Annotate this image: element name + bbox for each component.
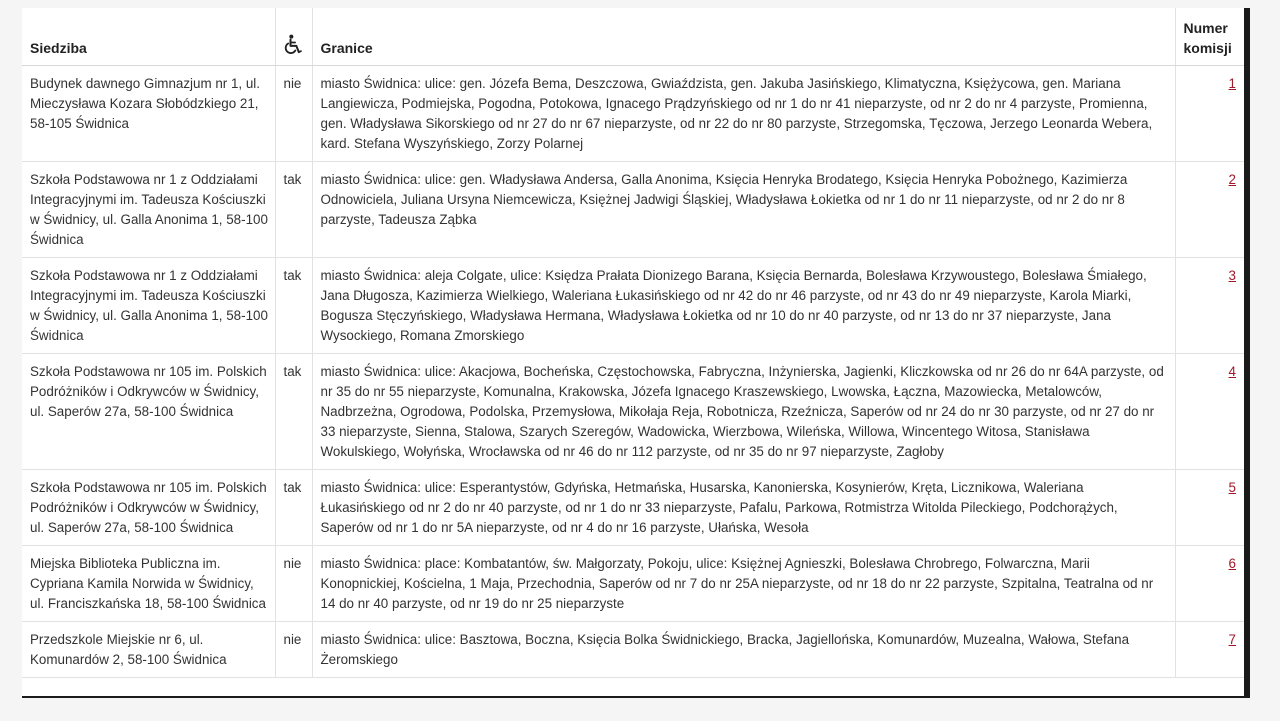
wheelchair-icon bbox=[283, 34, 303, 56]
commission-number-link[interactable]: 1 bbox=[1228, 76, 1236, 91]
cell-siedziba: Przedszkole Miejskie nr 6, ul. Komunardów 2, 58-100 Świdnica bbox=[22, 622, 275, 678]
page-frame bbox=[22, 8, 1250, 698]
commission-number-link[interactable]: 4 bbox=[1228, 364, 1236, 379]
commission-number-link[interactable]: 2 bbox=[1228, 172, 1236, 187]
cell-granice: miasto Świdnica: ulice: gen. Władysława Andersa, Galla Anonima, Księcia Henryka Brodatego, Księcia Henryka Pobożnego, Kazimierza Odnowiciela, Juliana Ursyna Niemcewicza, Księżnej Jadwigi Śląskiej, Władysława Łokietka od nr 1 do nr 11 nieparzyste, od nr 2 do nr 8 parzyste, Tadeusza Ząbka bbox=[312, 162, 1175, 258]
cell-numer-komisji bbox=[1175, 354, 1244, 470]
cell-siedziba: Szkoła Podstawowa nr 105 im. Polskich Podróżników i Odkrywców w Świdnicy, ul. Saperów 27a, 58-100 Świdnica bbox=[22, 354, 275, 470]
cell-granice: miasto Świdnica: ulice: Esperantystów, Gdyńska, Hetmańska, Husarska, Kanonierska, Kosynierów, Kręta, Licznikowa, Waleriana Łukasińskiego od nr 2 do nr 40 parzyste, od nr 1 do nr 33 nieparzyste, Pafalu, Parkowa, Rotmistrza Witolda Pileckiego, Podchorążych, Saperów od nr 1 do nr 5A nieparzyste, od nr 4 do nr 16 parzyste, Ułańska, Wesoła bbox=[312, 470, 1175, 546]
cell-siedziba: Budynek dawnego Gimnazjum nr 1, ul. Mieczysława Kozara Słobódzkiego 21, 58-105 Świdnica bbox=[22, 66, 275, 162]
table-row bbox=[22, 162, 1244, 258]
table-row bbox=[22, 258, 1244, 354]
cell-accessibility: nie bbox=[275, 546, 312, 622]
commission-number-link[interactable]: 7 bbox=[1228, 632, 1236, 647]
cell-granice: miasto Świdnica: place: Kombatantów, św. Małgorzaty, Pokoju, ulice: Księżnej Agnieszki, Bolesława Chrobrego, Folwarczna, Marii Konopnickiej, Kościelna, 1 Maja, Przechodnia, Saperów od nr 7 do nr 25A nieparzyste, od nr 18 do nr 22 parzyste, Szpitalna, Teatralna od nr 14 do nr 40 parzyste, od nr 19 do nr 25 nieparzyste bbox=[312, 546, 1175, 622]
commission-number-link[interactable]: 6 bbox=[1228, 556, 1236, 571]
cell-granice: miasto Świdnica: aleja Colgate, ulice: Księdza Prałata Dionizego Barana, Księcia Bernarda, Bolesława Krzywoustego, Bolesława Śmiałego, Jana Długosza, Kazimierza Wielkiego, Waleriana Łukasińskiego od nr 42 do nr 46 parzyste, od nr 43 do nr 49 nieparzyste, Karola Miarki, Bogusza Stęczyńskiego, Władysława Hermana, Władysława Łokietka od nr 10 do nr 40 parzyste, od nr 13 do nr 37 nieparzyste, Jana Wysockiego, Romana Zmorskiego bbox=[312, 258, 1175, 354]
header-numer-komisji: Numer komisji bbox=[1175, 8, 1244, 66]
cell-accessibility: tak bbox=[275, 354, 312, 470]
cell-numer-komisji bbox=[1175, 546, 1244, 622]
cell-accessibility: tak bbox=[275, 258, 312, 354]
table-row bbox=[22, 66, 1244, 162]
cell-accessibility: nie bbox=[275, 622, 312, 678]
cell-numer-komisji bbox=[1175, 622, 1244, 678]
cell-granice: miasto Świdnica: ulice: gen. Józefa Bema, Deszczowa, Gwiaździsta, gen. Jakuba Jasińskiego, Klimatyczna, Księżycowa, gen. Mariana Langiewicza, Podmiejska, Pogodna, Potokowa, Ignacego Prądzyńskiego od nr 1 do nr 41 nieparzyste, od nr 2 do nr 4 parzyste, Promienna, gen. Władysława Sikorskiego od nr 27 do nr 67 nieparzyste, od nr 22 do nr 80 parzyste, Strzegomska, Tęczowa, Jerzego Leonarda Webera, kard. Stefana Wyszyńskiego, Zorzy Polarnej bbox=[312, 66, 1175, 162]
header-accessibility bbox=[275, 8, 312, 66]
commission-number-link[interactable]: 5 bbox=[1228, 480, 1236, 495]
cell-siedziba: Szkoła Podstawowa nr 1 z Oddziałami Integracyjnymi im. Tadeusza Kościuszki w Świdnicy, ul. Galla Anonima 1, 58-100 Świdnica bbox=[22, 162, 275, 258]
table-row bbox=[22, 470, 1244, 546]
cell-granice: miasto Świdnica: ulice: Basztowa, Boczna, Księcia Bolka Świdnickiego, Bracka, Jagiellońska, Komunardów, Muzealna, Wałowa, Stefana Żeromskiego bbox=[312, 622, 1175, 678]
cell-siedziba: Miejska Biblioteka Publiczna im. Cypriana Kamila Norwida w Świdnicy, ul. Franciszkańska 18, 58-100 Świdnica bbox=[22, 546, 275, 622]
cell-numer-komisji bbox=[1175, 470, 1244, 546]
cell-accessibility: tak bbox=[275, 162, 312, 258]
commissions-table bbox=[22, 8, 1244, 678]
table-header-row bbox=[22, 8, 1244, 66]
cell-siedziba: Szkoła Podstawowa nr 1 z Oddziałami Integracyjnymi im. Tadeusza Kościuszki w Świdnicy, ul. Galla Anonima 1, 58-100 Świdnica bbox=[22, 258, 275, 354]
cell-accessibility: nie bbox=[275, 66, 312, 162]
header-granice: Granice bbox=[312, 8, 1175, 66]
cell-numer-komisji bbox=[1175, 258, 1244, 354]
commission-number-link[interactable]: 3 bbox=[1228, 268, 1236, 283]
cell-numer-komisji bbox=[1175, 162, 1244, 258]
cell-accessibility: tak bbox=[275, 470, 312, 546]
header-siedziba: Siedziba bbox=[22, 8, 275, 66]
cell-siedziba: Szkoła Podstawowa nr 105 im. Polskich Podróżników i Odkrywców w Świdnicy, ul. Saperów 27a, 58-100 Świdnica bbox=[22, 470, 275, 546]
table-row bbox=[22, 354, 1244, 470]
table-row bbox=[22, 546, 1244, 622]
table-row bbox=[22, 622, 1244, 678]
cell-numer-komisji bbox=[1175, 66, 1244, 162]
cell-granice: miasto Świdnica: ulice: Akacjowa, Bocheńska, Częstochowska, Fabryczna, Inżynierska, Jagienki, Kliczkowska od nr 26 do nr 64A parzyste, od nr 35 do nr 55 nieparzyste, Komunalna, Krakowska, Józefa Ignacego Kraszewskiego, Lwowska, Łączna, Mazowiecka, Metalowców, Nadbrzeżna, Ogrodowa, Podolska, Przemysłowa, Mikołaja Reja, Robotnicza, Rzeźnicza, Saperów od nr 24 do nr 30 parzyste, od nr 27 do nr 33 nieparzyste, Sienna, Stalowa, Szarych Szeregów, Wadowicka, Wierzbowa, Wileńska, Willowa, Wincentego Witosa, Stanisława Wokulskiego, Wołyńska, Wrocławska od nr 46 do nr 112 parzyste, od nr 35 do nr 97 nieparzyste, Zagłoby bbox=[312, 354, 1175, 470]
